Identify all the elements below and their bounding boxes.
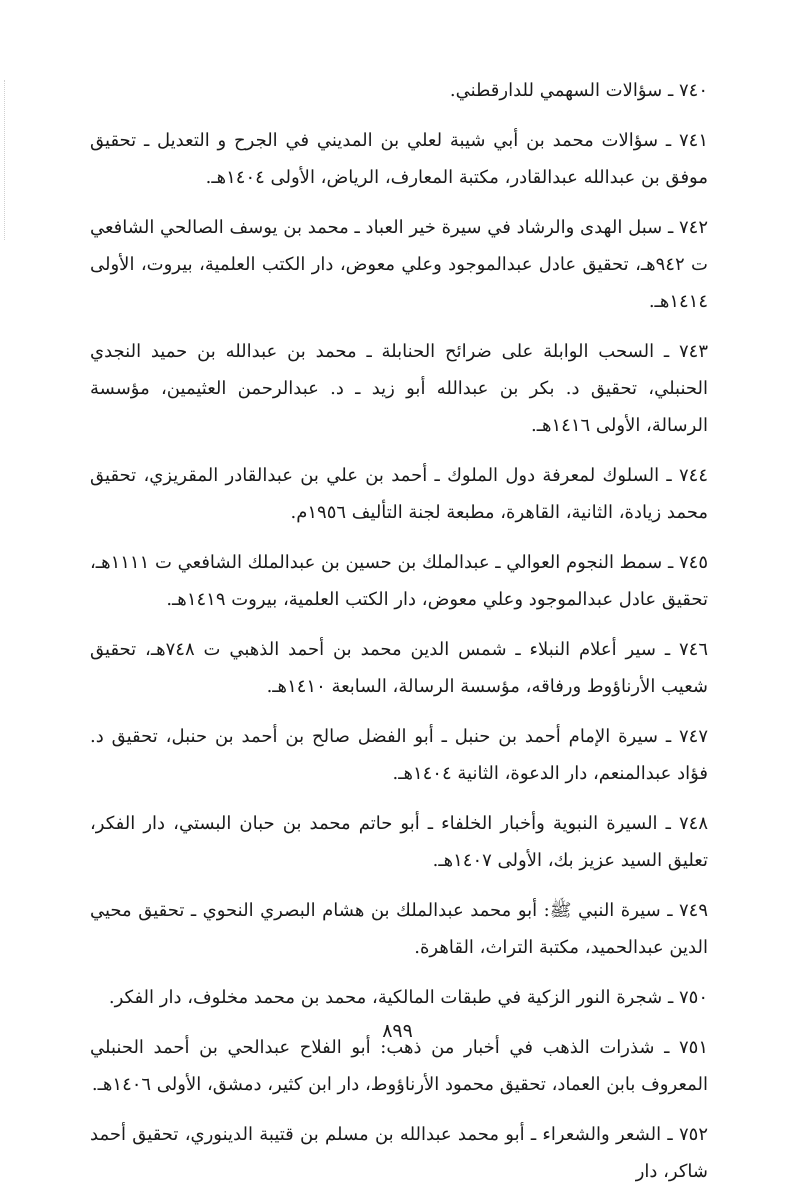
- bibliography-entry-740: ٧٤٠ ـ سؤالات السهمي للدارقطني.: [449, 80, 708, 101]
- bibliography-entry-747: ٧٤٧ ـ سيرة الإمام أحمد بن حنبل ـ أبو الفضل صالح بن أحمد بن حنبل، تحقيق د. فؤاد عبدالمنعم، دار الدعوة، الثانية ١٤٠٤هـ.: [90, 726, 708, 784]
- bibliography-entry-745: ٧٤٥ ـ سمط النجوم العوالي ـ عبدالملك بن حسين بن عبدالملك الشافعي ت ١١١١هـ، تحقيق عادل عبدالموجود وعلي معوض، دار الكتب العلمية، بيروت ١٤١٩هـ.: [90, 552, 708, 610]
- bibliography-entry-743: ٧٤٣ ـ السحب الوابلة على ضرائح الحنابلة ـ محمد بن عبدالله بن حميد النجدي الحنبلي، تحقيق د. بكر بن عبدالله أبو زيد ـ د. عبدالرحمن العثيمين، مؤسسة الرسالة، الأولى ١٤١٦هـ.: [90, 341, 708, 436]
- bibliography-entry-751: ٧٥١ ـ شذرات الذهب في أخبار من ذهب: أبو الفلاح عبدالحي بن أحمد الحنبلي المعروف بابن العماد، تحقيق محمود الأرناؤوط، دار ابن كثير، دمشق، الأولى ١٤٠٦هـ.: [90, 1037, 708, 1095]
- bibliography-entry-746: ٧٤٦ ـ سير أعلام النبلاء ـ شمس الدين محمد بن أحمد الذهبي ت ٧٤٨هـ، تحقيق شعيب الأرناؤوط ورفاقه، مؤسسة الرسالة، السابعة ١٤١٠هـ.: [90, 639, 708, 697]
- bibliography-entry-750: ٧٥٠ ـ شجرة النور الزكية في طبقات المالكية، محمد بن محمد مخلوف، دار الفكر.: [108, 987, 708, 1008]
- scan-edge-mark: [4, 80, 7, 240]
- page-number: ٨٩٩: [382, 1020, 413, 1042]
- bibliography-entry-744: ٧٤٤ ـ السلوك لمعرفة دول الملوك ـ أحمد بن علي بن عبدالقادر المقريزي، تحقيق محمد زيادة، الثانية، القاهرة، مطبعة لجنة التأليف ١٩٥٦م.: [90, 465, 708, 523]
- bibliography-entry-742: ٧٤٢ ـ سبل الهدى والرشاد في سيرة خير العباد ـ محمد بن يوسف الصالحي الشافعي ت ٩٤٢هـ، تحقيق عادل عبدالموجود وعلي معوض، دار الكتب العلمية، بيروت، الأولى ١٤١٤هـ.: [90, 217, 708, 312]
- bibliography-entry-752: ٧٥٢ ـ الشعر والشعراء ـ أبو محمد عبدالله بن مسلم بن قتيبة الدينوري، تحقيق أحمد شاكر، دار: [90, 1124, 708, 1182]
- bibliography-entry-748: ٧٤٨ ـ السيرة النبوية وأخبار الخلفاء ـ أبو حاتم محمد بن حبان البستي، دار الفكر، تعليق السيد عزيز بك، الأولى ١٤٠٧هـ.: [90, 813, 708, 871]
- bibliography-entry-741: ٧٤١ ـ سؤالات محمد بن أبي شيبة لعلي بن المديني في الجرح و التعديل ـ تحقيق موفق بن عبدالله عبدالقادر، مكتبة المعارف، الرياض، الأولى ١٤٠٤هـ.: [90, 130, 708, 188]
- bibliography-entry-749: ٧٤٩ ـ سيرة النبي ﷺ: أبو محمد عبدالملك بن هشام البصري النحوي ـ تحقيق محيي الدين عبدالحميد، مكتبة التراث، القاهرة.: [90, 900, 708, 958]
